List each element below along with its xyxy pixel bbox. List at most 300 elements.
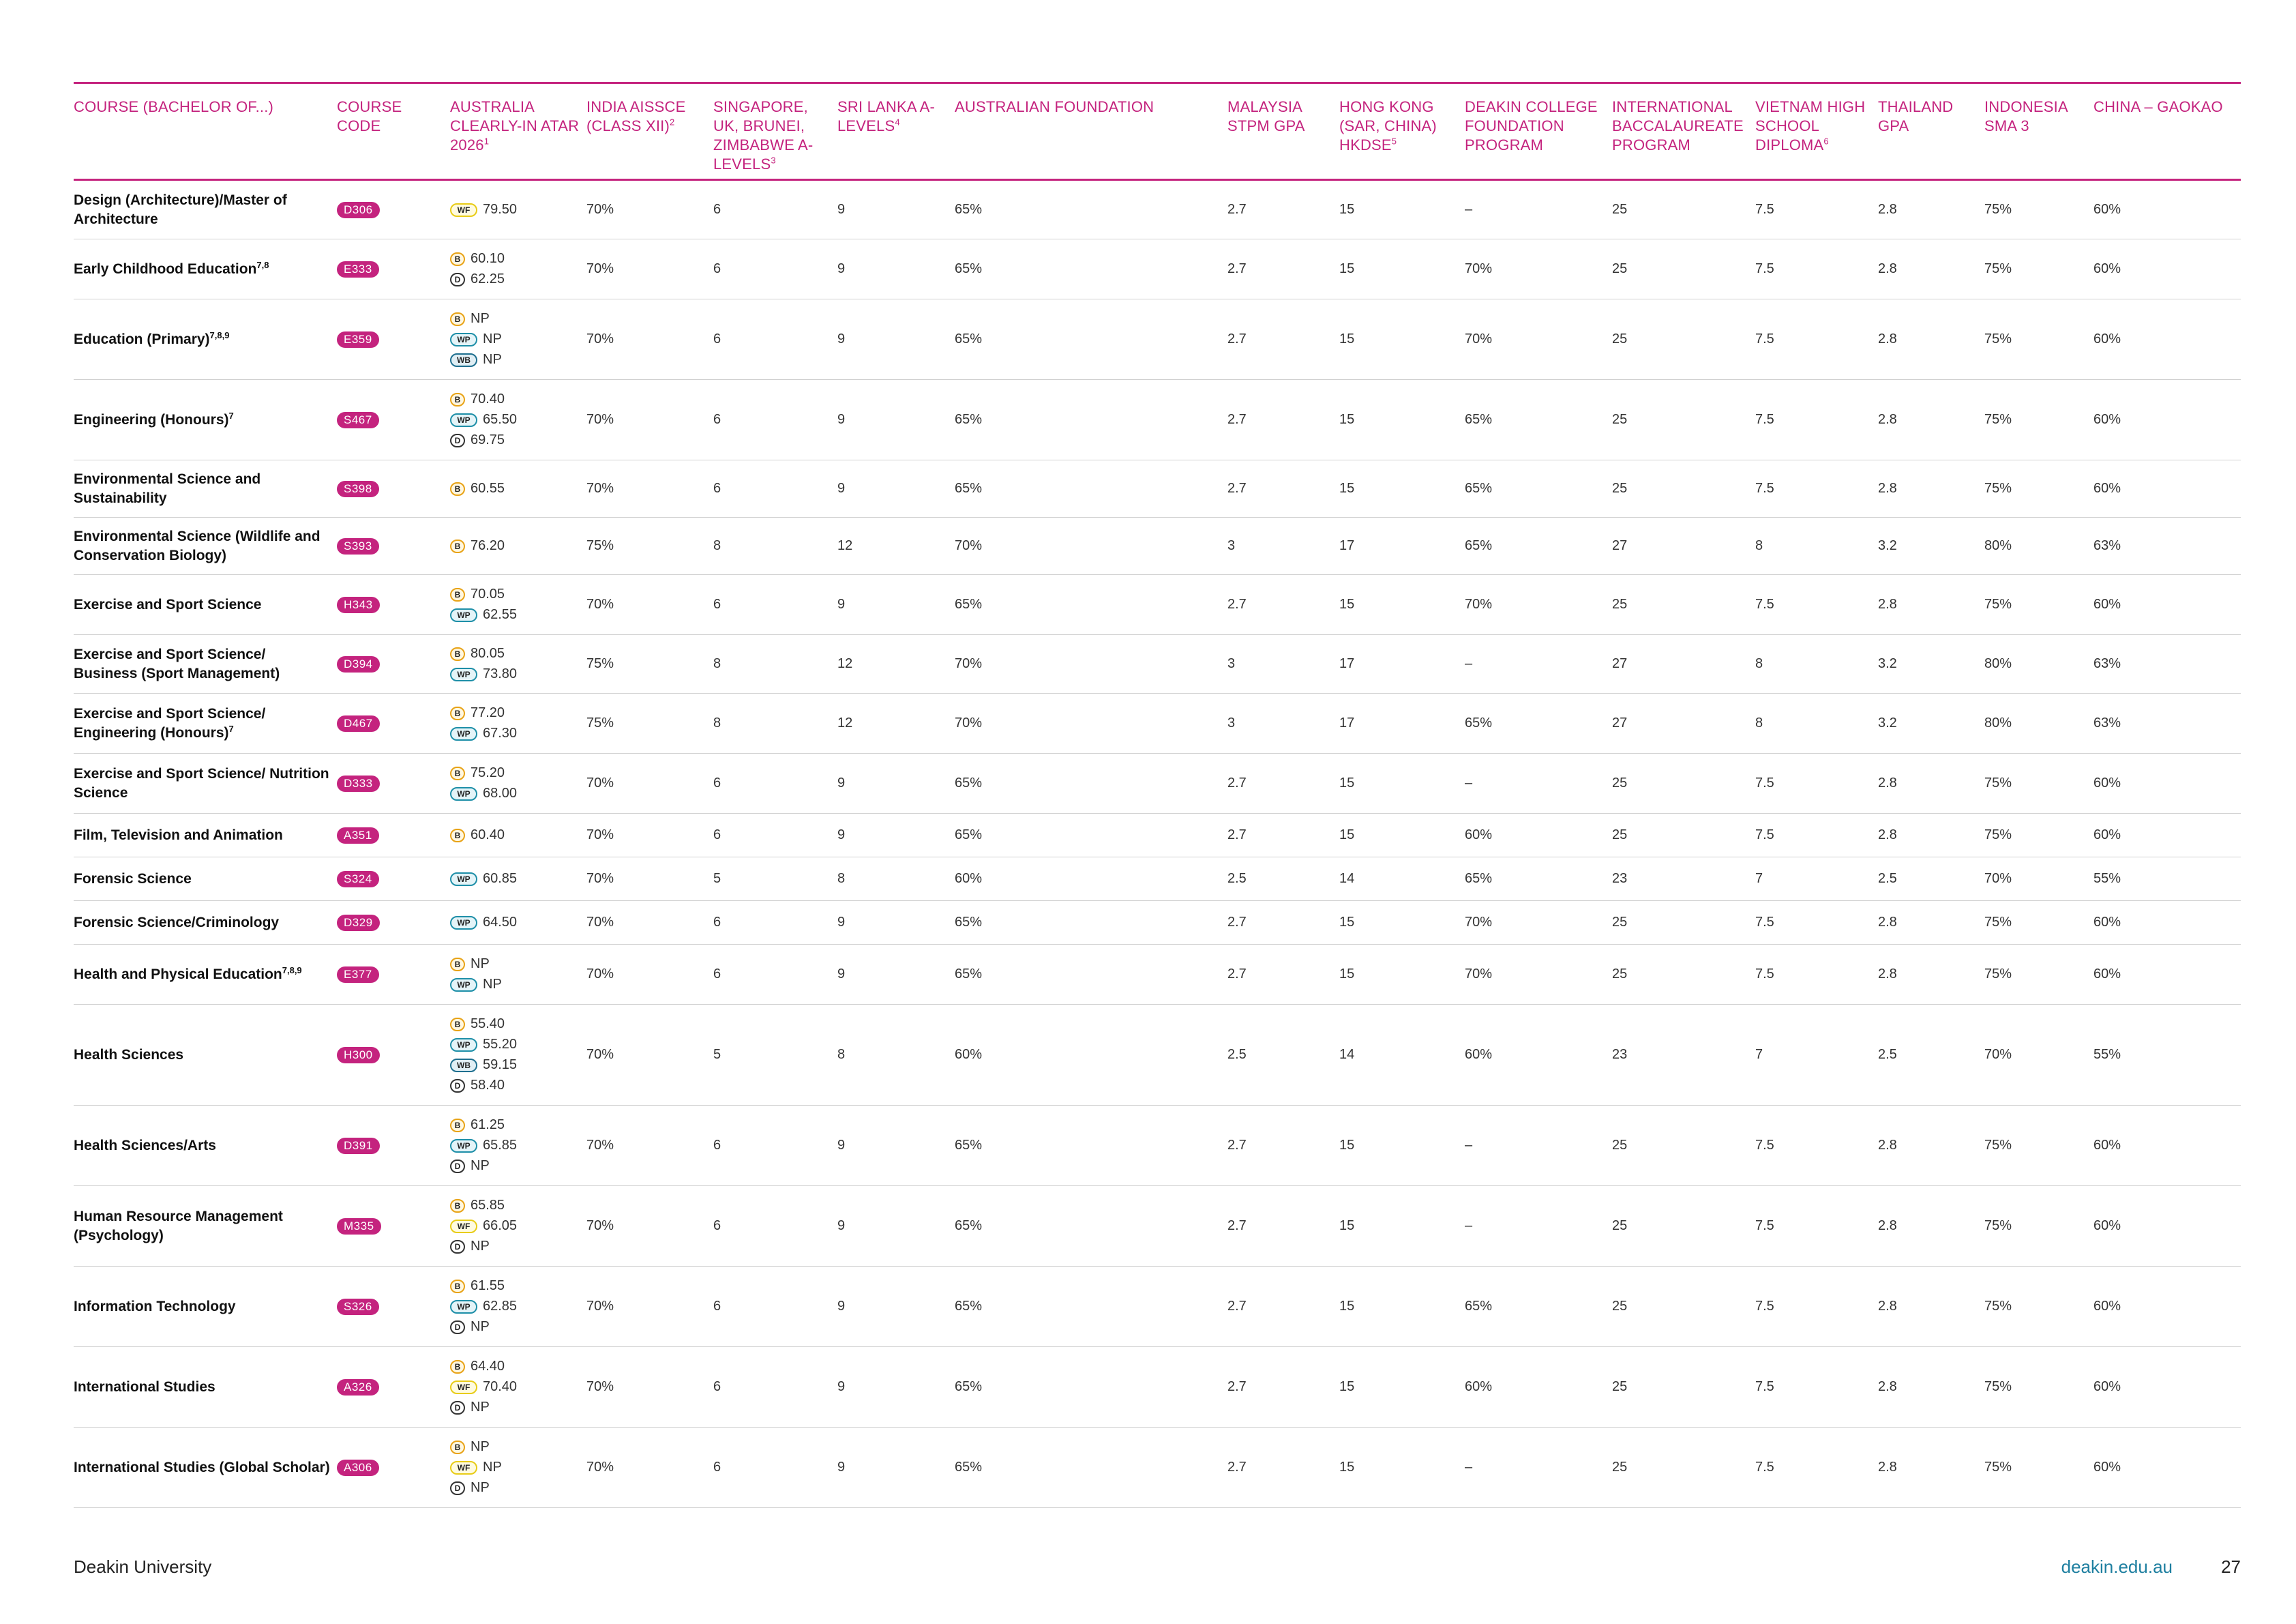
ib-requirement-cell [1612, 754, 1755, 814]
singapore-requirement-cell [713, 575, 837, 635]
ib-requirement-cell [1612, 814, 1755, 857]
malaysia-requirement: 2.7 [1227, 1218, 1247, 1233]
campus-badge-icon: B [450, 1280, 465, 1293]
thailand-requirement-cell [1878, 1106, 1984, 1186]
ib-requirement: 27 [1612, 656, 1628, 671]
hongkong-requirement: 15 [1339, 1218, 1355, 1233]
hongkong-requirement-cell [1339, 814, 1465, 857]
thailand-requirement-cell [1878, 857, 1984, 901]
course-code-cell [337, 181, 450, 239]
indonesia-requirement: 75% [1984, 597, 2012, 612]
thailand-requirement: 2.8 [1878, 776, 1897, 791]
atar-value: NP [483, 1460, 502, 1475]
course-code-cell [337, 635, 450, 694]
singapore-requirement-cell [713, 1005, 837, 1106]
atar-entry [450, 666, 517, 683]
ib-requirement-cell [1612, 1186, 1755, 1267]
ib-requirement-cell [1612, 945, 1755, 1005]
india-requirement-cell [586, 857, 713, 901]
indonesia-requirement-cell [1984, 1428, 2093, 1508]
thailand-requirement-cell [1878, 518, 1984, 575]
indonesia-requirement-cell [1984, 575, 2093, 635]
ib-requirement: 27 [1612, 715, 1628, 730]
deakin-requirement: – [1465, 1218, 1473, 1233]
malaysia-requirement: 2.7 [1227, 597, 1247, 612]
vietnam-requirement-cell [1755, 754, 1878, 814]
vietnam-requirement: 7.5 [1755, 776, 1774, 791]
srilanka-requirement: 8 [837, 871, 846, 886]
ib-requirement: 25 [1612, 481, 1628, 496]
singapore-requirement: 6 [713, 481, 721, 496]
deakin-requirement: 60% [1465, 1379, 1493, 1394]
deakin-requirement: 60% [1465, 827, 1493, 842]
indonesia-requirement-cell [1984, 635, 2093, 694]
vietnam-requirement-cell [1755, 857, 1878, 901]
vietnam-requirement: 7 [1755, 1047, 1763, 1062]
hongkong-requirement-cell [1339, 1106, 1465, 1186]
entry-requirements-table [74, 82, 2241, 1508]
foundation-requirement-cell [955, 635, 1227, 694]
malaysia-requirement: 3 [1227, 715, 1236, 730]
srilanka-requirement-cell [837, 380, 955, 460]
india-requirement: 70% [586, 776, 614, 791]
atar-cell [450, 1005, 586, 1106]
ib-requirement: 25 [1612, 202, 1628, 217]
atar-list [450, 250, 505, 289]
campus-badge-icon: WP [450, 608, 477, 622]
china-requirement: 55% [2093, 871, 2121, 886]
deakin-requirement: 65% [1465, 538, 1493, 553]
course-name: Health Sciences/Arts [74, 1137, 216, 1153]
campus-badge-icon: B [450, 540, 465, 553]
campus-badge-icon: WP [450, 668, 477, 681]
course-code-cell [337, 754, 450, 814]
india-requirement: 75% [586, 715, 614, 730]
srilanka-requirement: 8 [837, 1047, 846, 1062]
china-requirement-cell [2093, 635, 2241, 694]
indonesia-requirement-cell [1984, 299, 2093, 380]
thailand-requirement: 2.8 [1878, 331, 1897, 346]
srilanka-requirement: 12 [837, 656, 853, 671]
ib-requirement-cell [1612, 901, 1755, 945]
course-name-cell [74, 299, 337, 380]
india-requirement-cell [586, 1186, 713, 1267]
atar-entry [450, 310, 502, 328]
course-name-cell [74, 1267, 337, 1347]
atar-list [450, 586, 517, 624]
campus-badge-icon: D [450, 1320, 465, 1334]
course-name: Engineering (Honours) [74, 411, 229, 428]
thailand-requirement-cell [1878, 814, 1984, 857]
course-name: Human Resource Management (Psychology) [74, 1208, 283, 1243]
deakin-requirement: 65% [1465, 1299, 1493, 1314]
campus-badge-icon: WP [450, 413, 477, 427]
indonesia-requirement-cell [1984, 460, 2093, 518]
hongkong-requirement-cell [1339, 1428, 1465, 1508]
atar-entry [450, 480, 505, 498]
atar-value: 61.25 [471, 1117, 505, 1132]
singapore-requirement: 6 [713, 597, 721, 612]
srilanka-requirement-cell [837, 575, 955, 635]
vietnam-requirement: 7.5 [1755, 1460, 1774, 1475]
footnote-marker: 3 [771, 155, 776, 166]
india-requirement-cell [586, 945, 713, 1005]
vietnam-requirement: 7.5 [1755, 915, 1774, 930]
china-requirement: 55% [2093, 1047, 2121, 1062]
srilanka-requirement-cell [837, 1005, 955, 1106]
atar-entry [450, 1057, 517, 1074]
deakin-requirement-cell [1465, 380, 1612, 460]
course-name: Exercise and Sport Science/ Engineering (Honours) [74, 705, 266, 741]
singapore-requirement: 6 [713, 1218, 721, 1233]
ib-requirement: 25 [1612, 1460, 1628, 1475]
india-requirement-cell [586, 380, 713, 460]
srilanka-requirement: 9 [837, 1379, 846, 1394]
atar-list [450, 391, 517, 449]
deakin-requirement: – [1465, 1138, 1473, 1153]
malaysia-requirement-cell [1227, 694, 1339, 754]
foundation-requirement-cell [955, 901, 1227, 945]
malaysia-requirement-cell [1227, 380, 1339, 460]
malaysia-requirement: 2.7 [1227, 412, 1247, 427]
malaysia-requirement-cell [1227, 1106, 1339, 1186]
india-requirement-cell [586, 239, 713, 299]
china-requirement-cell [2093, 1267, 2241, 1347]
india-requirement-cell [586, 694, 713, 754]
atar-cell [450, 754, 586, 814]
hongkong-requirement-cell [1339, 694, 1465, 754]
malaysia-requirement-cell [1227, 814, 1339, 857]
atar-entry [450, 914, 517, 932]
course-name: Film, Television and Animation [74, 827, 283, 843]
ib-requirement: 25 [1612, 966, 1628, 981]
course-name-cell [74, 694, 337, 754]
atar-entry [450, 586, 517, 604]
china-requirement: 60% [2093, 1218, 2121, 1233]
srilanka-requirement-cell [837, 945, 955, 1005]
course-name: Education (Primary) [74, 331, 210, 347]
course-code-cell [337, 814, 450, 857]
deakin-requirement-cell [1465, 814, 1612, 857]
srilanka-requirement-cell [837, 181, 955, 239]
foundation-requirement-cell [955, 1186, 1227, 1267]
ib-requirement: 25 [1612, 331, 1628, 346]
deakin-requirement-cell [1465, 1267, 1612, 1347]
atar-cell [450, 518, 586, 575]
deakin-requirement-cell [1465, 1347, 1612, 1428]
foundation-requirement: 65% [955, 202, 983, 217]
indonesia-requirement-cell [1984, 181, 2093, 239]
singapore-requirement-cell [713, 754, 837, 814]
deakin-requirement: 70% [1465, 915, 1493, 930]
indonesia-requirement: 80% [1984, 715, 2012, 730]
atar-entry [450, 1378, 517, 1396]
malaysia-requirement: 2.7 [1227, 966, 1247, 981]
foundation-requirement-cell [955, 575, 1227, 635]
malaysia-requirement-cell [1227, 299, 1339, 380]
china-requirement: 60% [2093, 202, 2121, 217]
atar-value: 80.05 [471, 646, 505, 661]
foundation-requirement: 65% [955, 412, 983, 427]
ib-requirement-cell [1612, 1106, 1755, 1186]
thailand-requirement: 2.5 [1878, 871, 1897, 886]
srilanka-requirement: 9 [837, 481, 846, 496]
china-requirement-cell [2093, 1347, 2241, 1428]
atar-list [450, 1438, 502, 1497]
atar-cell [450, 1186, 586, 1267]
atar-value: 70.40 [483, 1379, 518, 1394]
campus-badge-icon: WP [450, 787, 477, 801]
china-requirement-cell [2093, 380, 2241, 460]
footer-website-link[interactable]: deakin.edu.au [2061, 1556, 2173, 1577]
malaysia-requirement-cell [1227, 857, 1339, 901]
atar-value: 62.25 [471, 271, 505, 286]
course-name: Environmental Science and Sustainability [74, 471, 261, 506]
malaysia-requirement: 3 [1227, 538, 1236, 553]
hongkong-requirement-cell [1339, 945, 1465, 1005]
china-requirement-cell [2093, 945, 2241, 1005]
course-name: International Studies [74, 1378, 215, 1395]
column-header [1755, 82, 1878, 181]
hongkong-requirement: 15 [1339, 597, 1355, 612]
malaysia-requirement: 2.7 [1227, 1460, 1247, 1475]
thailand-requirement: 2.8 [1878, 412, 1897, 427]
india-requirement-cell [586, 518, 713, 575]
column-header-label: INTERNATIONAL BACCALAUREATE PROGRAM [1612, 98, 1744, 153]
course-name: Exercise and Sport Science/ Business (Sport Management) [74, 646, 280, 681]
indonesia-requirement: 75% [1984, 331, 2012, 346]
foundation-requirement: 65% [955, 331, 983, 346]
atar-entry [450, 645, 517, 663]
ib-requirement: 25 [1612, 827, 1628, 842]
ib-requirement: 25 [1612, 261, 1628, 276]
atar-entry [450, 1479, 502, 1497]
india-requirement: 70% [586, 1047, 614, 1062]
campus-badge-icon: B [450, 1199, 465, 1213]
deakin-requirement-cell [1465, 901, 1612, 945]
campus-badge-icon: WP [450, 1139, 477, 1153]
vietnam-requirement: 7.5 [1755, 1138, 1774, 1153]
singapore-requirement-cell [713, 857, 837, 901]
malaysia-requirement: 3 [1227, 656, 1236, 671]
atar-entry [450, 1278, 517, 1295]
footnote-marker: 7,8,9 [282, 964, 302, 975]
column-header [1227, 82, 1339, 181]
china-requirement: 60% [2093, 827, 2121, 842]
course-code-cell [337, 1428, 450, 1508]
campus-badge-icon: B [450, 312, 465, 326]
thailand-requirement: 2.8 [1878, 966, 1897, 981]
atar-cell [450, 635, 586, 694]
course-code-cell [337, 694, 450, 754]
course-name-cell [74, 1005, 337, 1106]
singapore-requirement-cell [713, 181, 837, 239]
foundation-requirement-cell [955, 1267, 1227, 1347]
page-number: 27 [2221, 1556, 2241, 1577]
foundation-requirement: 65% [955, 1299, 983, 1314]
footnote-marker: 1 [483, 136, 490, 147]
hongkong-requirement: 15 [1339, 412, 1355, 427]
vietnam-requirement-cell [1755, 181, 1878, 239]
vietnam-requirement: 7.5 [1755, 1299, 1774, 1314]
foundation-requirement-cell [955, 857, 1227, 901]
campus-badge-icon: D [450, 1079, 465, 1093]
deakin-requirement: – [1465, 776, 1473, 791]
foundation-requirement: 60% [955, 1047, 983, 1062]
course-name: Exercise and Sport Science [74, 596, 262, 612]
ib-requirement-cell [1612, 1005, 1755, 1106]
india-requirement-cell [586, 181, 713, 239]
srilanka-requirement-cell [837, 754, 955, 814]
atar-entry [450, 1358, 517, 1376]
course-code-cell [337, 518, 450, 575]
hongkong-requirement-cell [1339, 901, 1465, 945]
indonesia-requirement: 75% [1984, 1138, 2012, 1153]
hongkong-requirement: 15 [1339, 776, 1355, 791]
deakin-requirement: 70% [1465, 331, 1493, 346]
thailand-requirement: 2.8 [1878, 1138, 1897, 1153]
atar-entry [450, 1036, 517, 1054]
vietnam-requirement-cell [1755, 460, 1878, 518]
malaysia-requirement: 2.7 [1227, 776, 1247, 791]
course-code-badge: A351 [337, 827, 379, 844]
malaysia-requirement: 2.7 [1227, 261, 1247, 276]
foundation-requirement-cell [955, 460, 1227, 518]
campus-badge-icon: D [450, 1401, 465, 1415]
campus-badge-icon: B [450, 767, 465, 780]
vietnam-requirement: 7.5 [1755, 1218, 1774, 1233]
indonesia-requirement-cell [1984, 1347, 2093, 1428]
srilanka-requirement: 9 [837, 827, 846, 842]
course-name: Environmental Science (Wildlife and Conservation Biology) [74, 528, 320, 563]
indonesia-requirement-cell [1984, 1267, 2093, 1347]
atar-value: 68.00 [483, 786, 518, 801]
atar-value: NP [471, 1400, 490, 1415]
china-requirement-cell [2093, 181, 2241, 239]
atar-list [450, 1197, 517, 1256]
column-header-label: INDIA AISSCE (CLASS XII) [586, 98, 686, 134]
srilanka-requirement-cell [837, 299, 955, 380]
campus-badge-icon: B [450, 1119, 465, 1132]
atar-entry [450, 250, 505, 268]
ib-requirement-cell [1612, 1347, 1755, 1428]
srilanka-requirement: 9 [837, 412, 846, 427]
thailand-requirement-cell [1878, 1005, 1984, 1106]
atar-value: 66.05 [483, 1218, 518, 1233]
atar-value: 60.10 [471, 251, 505, 266]
srilanka-requirement-cell [837, 857, 955, 901]
malaysia-requirement-cell [1227, 1005, 1339, 1106]
atar-cell [450, 945, 586, 1005]
campus-badge-icon: B [450, 958, 465, 971]
hongkong-requirement: 14 [1339, 1047, 1355, 1062]
course-name-cell [74, 945, 337, 1005]
thailand-requirement-cell [1878, 575, 1984, 635]
deakin-requirement-cell [1465, 575, 1612, 635]
atar-list [450, 310, 502, 369]
campus-badge-icon: WP [450, 1038, 477, 1052]
atar-cell [450, 299, 586, 380]
foundation-requirement: 65% [955, 261, 983, 276]
column-header [1339, 82, 1465, 181]
china-requirement: 63% [2093, 538, 2121, 553]
china-requirement: 60% [2093, 776, 2121, 791]
column-header [586, 82, 713, 181]
india-requirement-cell [586, 1106, 713, 1186]
indonesia-requirement: 75% [1984, 481, 2012, 496]
indonesia-requirement: 75% [1984, 827, 2012, 842]
deakin-requirement: 65% [1465, 715, 1493, 730]
atar-cell [450, 694, 586, 754]
footnote-marker: 5 [1391, 136, 1397, 147]
thailand-requirement-cell [1878, 635, 1984, 694]
china-requirement: 60% [2093, 261, 2121, 276]
hongkong-requirement-cell [1339, 239, 1465, 299]
indonesia-requirement: 75% [1984, 915, 2012, 930]
atar-value: NP [471, 1158, 490, 1173]
campus-badge-icon: WF [450, 1381, 477, 1394]
deakin-requirement-cell [1465, 635, 1612, 694]
ib-requirement-cell [1612, 299, 1755, 380]
foundation-requirement: 65% [955, 1460, 983, 1475]
india-requirement-cell [586, 575, 713, 635]
atar-entry [450, 391, 517, 409]
singapore-requirement-cell [713, 1267, 837, 1347]
atar-value: NP [471, 1480, 490, 1495]
hongkong-requirement-cell [1339, 380, 1465, 460]
ib-requirement-cell [1612, 857, 1755, 901]
deakin-requirement: 65% [1465, 871, 1493, 886]
course-code-badge: D333 [337, 776, 380, 792]
singapore-requirement-cell [713, 1428, 837, 1508]
atar-list [450, 201, 517, 219]
hongkong-requirement-cell [1339, 460, 1465, 518]
atar-value: 73.80 [483, 666, 518, 681]
hongkong-requirement: 15 [1339, 481, 1355, 496]
footnote-marker: 4 [895, 117, 900, 128]
vietnam-requirement: 8 [1755, 538, 1763, 553]
course-name-cell [74, 181, 337, 239]
malaysia-requirement-cell [1227, 1267, 1339, 1347]
hongkong-requirement-cell [1339, 754, 1465, 814]
atar-list [450, 1358, 517, 1417]
campus-badge-icon: B [450, 482, 465, 496]
indonesia-requirement: 75% [1984, 412, 2012, 427]
singapore-requirement-cell [713, 1347, 837, 1428]
thailand-requirement-cell [1878, 754, 1984, 814]
vietnam-requirement: 7.5 [1755, 597, 1774, 612]
thailand-requirement: 2.8 [1878, 481, 1897, 496]
deakin-requirement: 60% [1465, 1047, 1493, 1062]
china-requirement-cell [2093, 1186, 2241, 1267]
atar-cell [450, 1106, 586, 1186]
vietnam-requirement: 7.5 [1755, 261, 1774, 276]
atar-entry [450, 705, 517, 722]
singapore-requirement: 6 [713, 1138, 721, 1153]
ib-requirement-cell [1612, 239, 1755, 299]
atar-value: NP [471, 956, 490, 971]
course-name: Design (Architecture)/Master of Architecture [74, 192, 287, 227]
atar-value: NP [483, 977, 502, 992]
vietnam-requirement-cell [1755, 1347, 1878, 1428]
china-requirement: 60% [2093, 1379, 2121, 1394]
atar-entry [450, 870, 517, 888]
foundation-requirement-cell [955, 518, 1227, 575]
thailand-requirement: 2.8 [1878, 827, 1897, 842]
atar-list [450, 480, 505, 498]
vietnam-requirement-cell [1755, 945, 1878, 1005]
atar-entry [450, 725, 517, 743]
